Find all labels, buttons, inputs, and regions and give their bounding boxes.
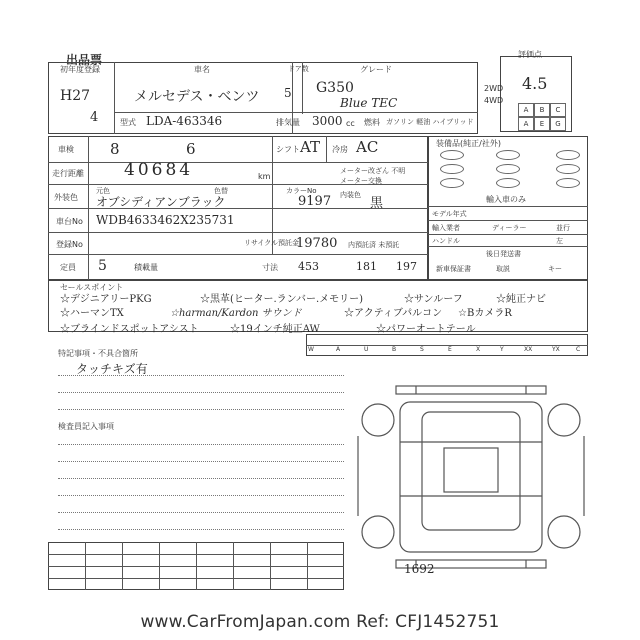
exterior-color-value: オブシディアンブラック [96, 195, 226, 209]
doors-value: 5 [284, 86, 292, 100]
sales-1a: ☆デジニアリーPKG [60, 294, 152, 305]
recycle-value: 19780 [296, 236, 338, 251]
after-guarantee-title: 後日発送書 [486, 250, 521, 258]
recycle-label: リサイクル預託金 [244, 239, 300, 247]
cond-s: S [420, 346, 424, 353]
import-title: 輸入車のみ [486, 195, 526, 204]
equipment-title: 装備品(純正/社外) [436, 139, 501, 148]
grade-score: 4.5 [522, 74, 548, 93]
model-type-value: LDA-463346 [146, 114, 223, 128]
notes-text: タッチキズ有 [76, 362, 148, 376]
shift-label: シフト [276, 145, 300, 154]
mileage-unknown: メーター改ざん 不明 [340, 167, 406, 175]
grade-box-label: 評価点 [518, 50, 542, 59]
first-reg-label: 初年度登録 [60, 65, 100, 74]
grade-cell-g: G [550, 117, 566, 131]
sales-1b: ☆黒革(ヒーター.ランバー.メモリー) [200, 294, 364, 305]
inspection-label: 車検 [58, 145, 74, 154]
import-row-importer: 輸入業者 [432, 224, 460, 232]
equip-oval-3 [556, 150, 580, 160]
grade-cell-a: A [518, 103, 534, 117]
cond-xx: XX [524, 346, 533, 353]
equip-oval-9 [556, 178, 580, 188]
left-label: 左 [556, 237, 563, 245]
sales-1d: ☆純正ナビ [496, 294, 546, 305]
sales-2c: ☆アクティブパルコン [344, 308, 443, 319]
wd-4-label: 4WD [484, 96, 504, 105]
cond-y: Y [500, 346, 504, 353]
cond-a: A [336, 346, 341, 353]
sales-1c: ☆サンルーフ [404, 294, 463, 305]
grade-cell-c: C [550, 103, 566, 117]
equip-oval-6 [556, 164, 580, 174]
import-row-model-year: モデル年式 [432, 210, 467, 218]
interior-label: 内装色 [340, 191, 361, 199]
dim-height: 197 [396, 260, 417, 273]
equip-oval-1 [440, 150, 464, 160]
meter-swapped: メーター交換 [340, 177, 382, 185]
inspection-month: 6 [186, 140, 196, 158]
car-name-value: メルセデス・ベンツ [134, 89, 260, 105]
shift-value: AT [300, 138, 321, 156]
fuel-options: ガソリン 軽油 ハイブリッド [386, 118, 474, 126]
import-row-handle: ハンドル [432, 237, 460, 245]
cond-e: E [448, 346, 452, 353]
equip-oval-8 [496, 178, 520, 188]
color-no-label: カラーNo [286, 187, 317, 195]
sales-2d: ☆BカメラR [458, 308, 512, 319]
regular-label: 並行 [556, 224, 570, 232]
equip-oval-2 [496, 150, 520, 160]
cond-b: B [392, 346, 397, 353]
capacity-label: 定員 [60, 263, 76, 272]
capacity-value: 5 [98, 258, 107, 274]
sales-2b: ☆harman/Kardon サウンド [170, 308, 302, 319]
guarantee-manual: 取説 [496, 265, 510, 273]
grade-cell-e: E [534, 117, 550, 131]
grade-cell-b: B [534, 103, 550, 117]
guarantee-key: キー [548, 265, 562, 273]
aircon-value: AC [356, 138, 379, 156]
grade-label: グレード [360, 65, 392, 74]
recycle-status: 内預託済 未預託 [348, 241, 400, 249]
first-reg-year: H27 [60, 88, 91, 104]
original-color-label: 元色 [96, 187, 110, 195]
cond-yx: YX [552, 346, 560, 353]
inspection-year: 8 [110, 140, 120, 158]
grade-value-1: G350 [316, 80, 354, 96]
sales-3c: ☆パワーオートテール [376, 324, 476, 335]
equip-oval-7 [440, 178, 464, 188]
displacement-unit: cc [346, 119, 355, 128]
sales-3a: ☆ブラインドスポットアシスト [60, 324, 199, 335]
color-no-value: 9197 [298, 194, 332, 209]
reg-no-label: 登録No [56, 240, 83, 249]
mileage-label: 走行距離 [52, 169, 84, 178]
vin-label: 車台No [56, 217, 83, 226]
notes-title: 特記事項・不具合箇所 [58, 349, 138, 358]
doors-label: ドア数 [288, 65, 309, 73]
load-label: 積載量 [134, 263, 158, 272]
equip-oval-5 [496, 164, 520, 174]
mileage-value: 40684 [124, 160, 194, 180]
displacement-value: 3000 [312, 114, 343, 128]
cond-x: X [476, 346, 481, 353]
grade-cell-a2: A [518, 117, 534, 131]
guarantee-new: 新車保証書 [436, 265, 471, 273]
cond-c: C [576, 346, 581, 353]
dim-length: 453 [298, 260, 319, 273]
first-reg-month: 4 [90, 110, 99, 125]
equip-oval-4 [440, 164, 464, 174]
fuel-label: 燃料 [364, 118, 380, 127]
wd-2-label: 2WD [484, 84, 504, 93]
mileage-unit: km [258, 172, 271, 181]
cond-u: U [364, 346, 369, 353]
displacement-label: 排気量 [276, 118, 300, 127]
interior-value: 黒 [370, 196, 384, 211]
car-diagram [356, 372, 586, 584]
dim-width: 181 [356, 260, 377, 273]
sales-3b: ☆19インチ純正AW [230, 324, 320, 335]
grade-value-2: Blue TEC [340, 96, 398, 110]
sheet-title: 出品票 [66, 53, 103, 67]
inspector-notes-title: 検査員記入事項 [58, 422, 114, 431]
aircon-label: 冷房 [332, 145, 348, 154]
model-type-label: 型式 [120, 118, 136, 127]
dealer-label: ディーラー [492, 224, 527, 232]
dimensions-label: 寸法 [262, 263, 278, 272]
footer-ref: www.CarFromJapan.com Ref: CFJ1452751 [140, 612, 500, 632]
diagram-number: 1692 [404, 562, 435, 576]
color-change-label: 色替 [214, 187, 228, 195]
exterior-color-label: 外装色 [54, 193, 78, 202]
cond-w: W [308, 346, 314, 353]
vin-value: WDB4633462X235731 [96, 213, 235, 227]
car-name-label: 車名 [194, 65, 210, 74]
sales-points-label: セールスポイント [60, 283, 124, 292]
sales-2a: ☆ハーマンTX [60, 308, 124, 319]
